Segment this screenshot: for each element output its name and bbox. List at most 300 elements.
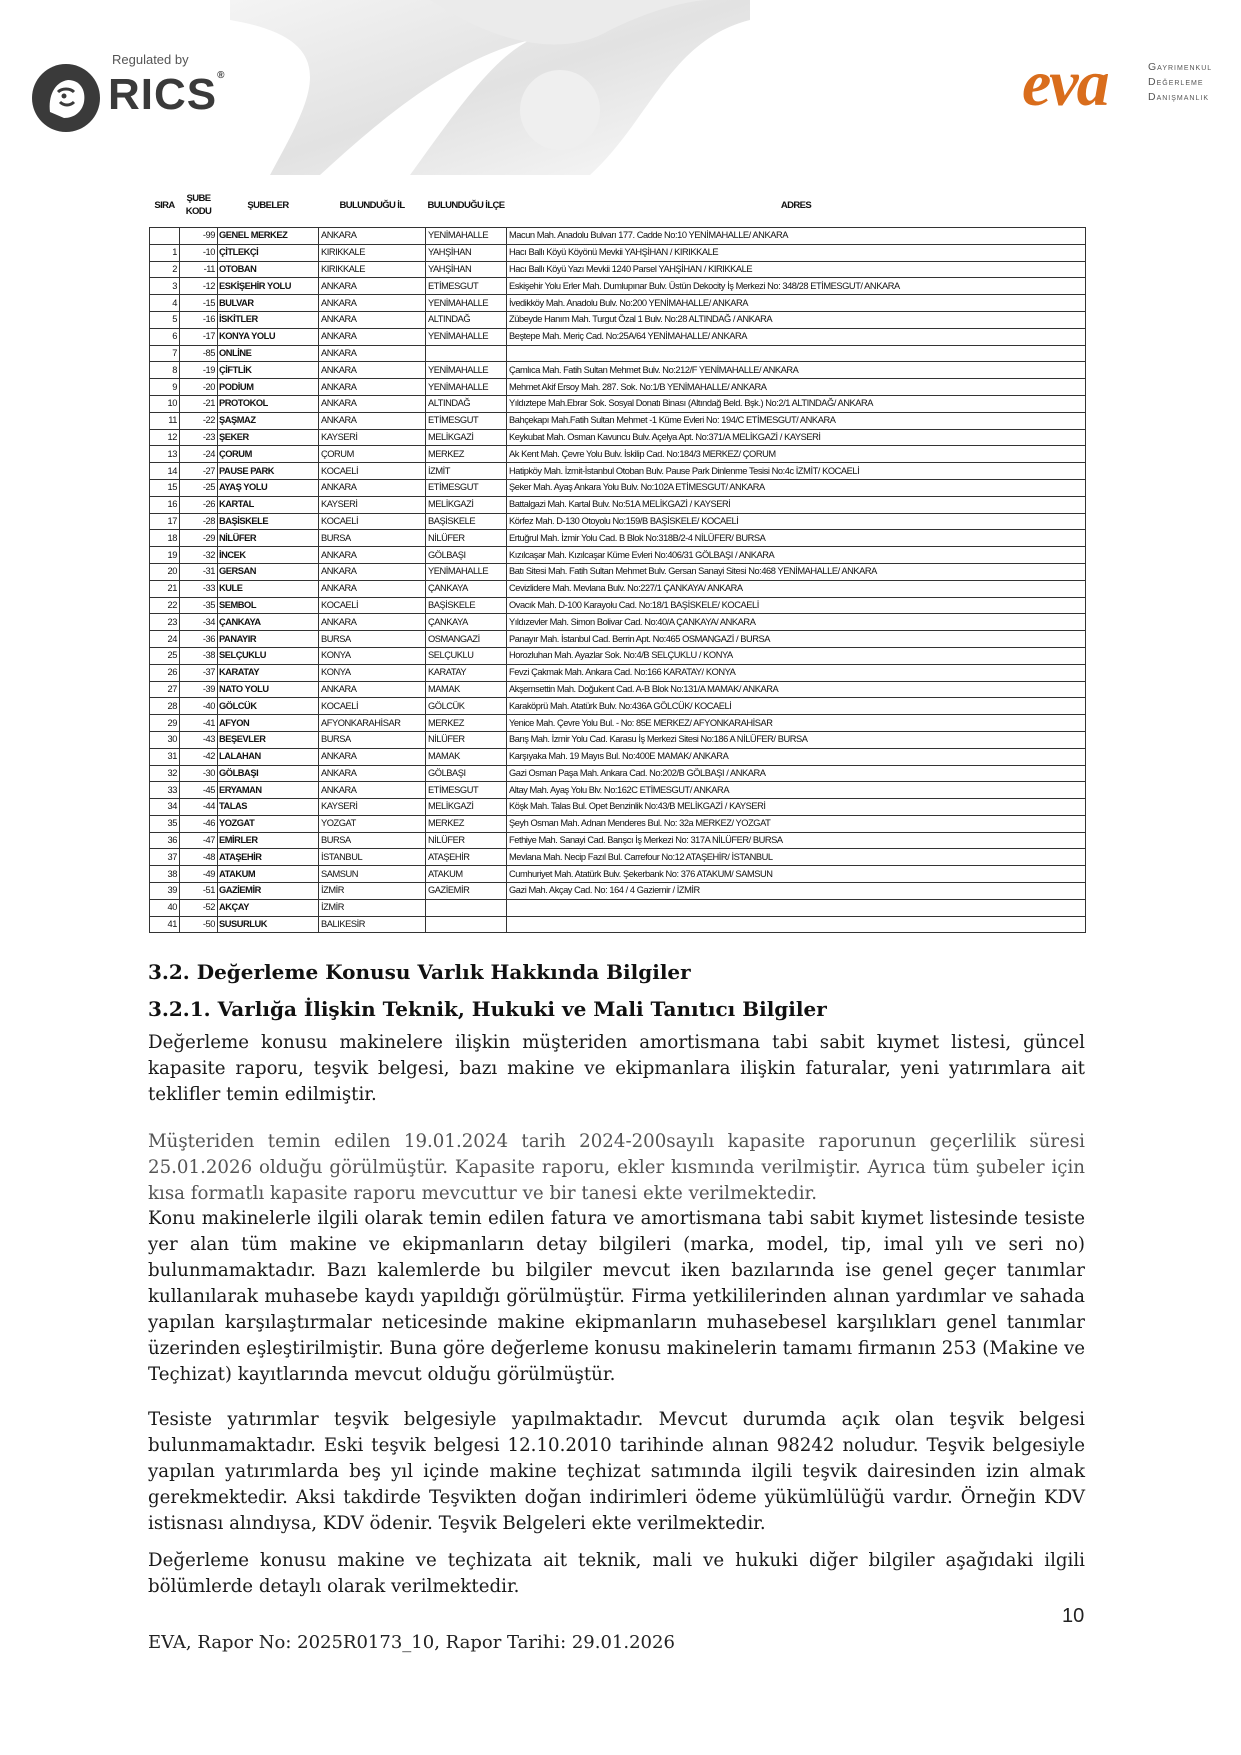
cell-sube-adi: GENEL MERKEZ: [218, 228, 319, 245]
cell-sira: 17: [150, 513, 180, 530]
table-row: [150, 395, 1086, 412]
cell-adres: Horozluhan Mah. Ayazlar Sok. No:4/B SELÇUKLU / KONYA: [507, 647, 1086, 664]
cell-adres: [507, 899, 1086, 916]
cell-sube-kodu: -35: [180, 597, 218, 614]
cell-sube-kodu: -85: [180, 345, 218, 362]
table-row: [150, 463, 1086, 480]
cell-sube-adi: PAUSE PARK: [218, 463, 319, 480]
cell-il: YOZGAT: [319, 815, 426, 832]
cell-adres: Beştepe Mah. Meriç Cad. No:25A/64 YENİMAHALLE/ ANKARA: [507, 328, 1086, 345]
cell-sube-adi: ERYAMAN: [218, 782, 319, 799]
cell-il: ANKARA: [319, 748, 426, 765]
table-row: [150, 295, 1086, 312]
cell-ilce: ETİMESGUT: [426, 479, 507, 496]
cell-ilce: MELİKGAZİ: [426, 799, 507, 816]
col-header-adres: ADRES: [780, 199, 812, 211]
table-row: [150, 446, 1086, 463]
cell-il: ANKARA: [319, 765, 426, 782]
cell-sube-kodu: -47: [180, 832, 218, 849]
cell-sube-adi: PROTOKOL: [218, 395, 319, 412]
cell-sira: 37: [150, 849, 180, 866]
cell-adres: Keykubat Mah. Osman Kavuncu Bulv. Açelya Apt. No:371/A MELİKGAZİ / KAYSERİ: [507, 429, 1086, 446]
cell-sira: 12: [150, 429, 180, 446]
cell-sira: 41: [150, 916, 180, 933]
cell-sira: 28: [150, 698, 180, 715]
paragraph-4: Tesiste yatırımlar teşvik belgesiyle yapılmaktadır. Mevcut durumda açık olan teşvik belgesi bulunmamaktadır. Eski teşvik belgesi 12.10.2010 tarihinde alınan 98242 noludur. Teşvik belgesiyle yapılan yatırımlarda beş yıl içinde makine teçhizat satımında ilgili teşvik dairesinden izin almak gerekmektedir. Aksi takdirde Teşvikten doğan indirimleri ödeme yükümlülüğü vardır. Örneğin KDV istisnası alındıysa, KDV ödenir. Teşvik Belgeleri ekte verilmektedir.: [148, 1409, 1085, 1534]
cell-adres: Zübeyde Hanım Mah. Turgut Özal 1 Bulv. No:28 ALTINDAĞ / ANKARA: [507, 311, 1086, 328]
table-row: [150, 849, 1086, 866]
paragraph-5: Değerleme konusu makine ve teçhizata ait teknik, mali ve hukuki diğer bilgiler aşağıdaki ilgili bölümlerde detaylı olarak verilmektedir.: [148, 1550, 1085, 1597]
cell-il: ANKARA: [319, 295, 426, 312]
table-row: [150, 647, 1086, 664]
cell-sira: 22: [150, 597, 180, 614]
table-row: [150, 782, 1086, 799]
cell-ilce: SELÇUKLU: [426, 647, 507, 664]
cell-adres: Cumhuriyet Mah. Atatürk Bulv. Şekerbank No: 376 ATAKUM/ SAMSUN: [507, 866, 1086, 883]
cell-sira: 26: [150, 664, 180, 681]
page-number: 10: [1062, 1605, 1085, 1627]
table-row: [150, 597, 1086, 614]
cell-sube-kodu: -42: [180, 748, 218, 765]
cell-il: KOCAELİ: [319, 513, 426, 530]
cell-sube-adi: ŞEKER: [218, 429, 319, 446]
cell-sira: 39: [150, 883, 180, 900]
cell-sube-kodu: -34: [180, 614, 218, 631]
cell-sira: 24: [150, 631, 180, 648]
cell-adres: Yıldıztepe Mah.Ebrar Sok. Sosyal Donatı Binası (Altındağ Beld. Bşk.) No:2/1 ALTINDAĞ/ ANKARA: [507, 395, 1086, 412]
cell-sube-kodu: -40: [180, 698, 218, 715]
cell-sube-adi: KARATAY: [218, 664, 319, 681]
cell-adres: Şeyh Osman Mah. Adnan Menderes Bul. No: 32a MERKEZ/ YOZGAT: [507, 815, 1086, 832]
cell-sira: 4: [150, 295, 180, 312]
branches-table: [149, 183, 1086, 933]
cell-adres: Panayır Mah. İstanbul Cad. Berrin Apt. No:465 OSMANGAZİ / BURSA: [507, 631, 1086, 648]
cell-ilce: MAMAK: [426, 681, 507, 698]
cell-il: BURSA: [319, 731, 426, 748]
cell-sube-adi: KONYA YOLU: [218, 328, 319, 345]
cell-il: ANKARA: [319, 362, 426, 379]
table-row: [150, 345, 1086, 362]
cell-ilce: ÇANKAYA: [426, 614, 507, 631]
cell-il: AFYONKARAHİSAR: [319, 715, 426, 732]
cell-ilce: MERKEZ: [426, 815, 507, 832]
cell-sube-adi: SEMBOL: [218, 597, 319, 614]
cell-il: KAYSERİ: [319, 429, 426, 446]
cell-ilce: ÇANKAYA: [426, 580, 507, 597]
cell-sube-kodu: -45: [180, 782, 218, 799]
cell-sube-kodu: -25: [180, 479, 218, 496]
cell-ilce: YAHŞİHAN: [426, 244, 507, 261]
cell-il: KAYSERİ: [319, 496, 426, 513]
cell-adres: Cevizlidere Mah. Mevlana Bulv. No:227/1 ÇANKAYA/ ANKARA: [507, 580, 1086, 597]
cell-ilce: KARATAY: [426, 664, 507, 681]
table-row: [150, 563, 1086, 580]
eva-subtitle-line-2: Değerleme: [1148, 76, 1204, 88]
cell-sira: 20: [150, 563, 180, 580]
page-footer: EVA, Rapor No: 2025R0173_10, Rapor Tarihi: 29.01.2026: [148, 1632, 675, 1653]
cell-adres: Fevzi Çakmak Mah. Ankara Cad. No:166 KARATAY/ KONYA: [507, 664, 1086, 681]
cell-sira: 25: [150, 647, 180, 664]
cell-sube-kodu: -29: [180, 530, 218, 547]
cell-adres: Batı Sitesi Mah. Fatih Sultan Mehmet Bulv. Gersan Sanayi Sitesi No:468 YENİMAHALLE/ ANKARA: [507, 563, 1086, 580]
col-header-subeler: ŞUBELER: [247, 199, 289, 211]
cell-ilce: YENİMAHALLE: [426, 228, 507, 245]
cell-sube-kodu: -16: [180, 311, 218, 328]
cell-sube-kodu: -21: [180, 395, 218, 412]
table-row: [150, 866, 1086, 883]
table-row: [150, 815, 1086, 832]
cell-adres: Yenice Mah. Çevre Yolu Bul. - No: 85E MERKEZ/ AFYONKARAHİSAR: [507, 715, 1086, 732]
cell-ilce: [426, 916, 507, 933]
cell-sube-kodu: -46: [180, 815, 218, 832]
cell-ilce: GÖLBAŞI: [426, 765, 507, 782]
cell-adres: Macun Mah. Anadolu Bulvarı 177. Cadde No:10 YENİMAHALLE/ ANKARA: [507, 228, 1086, 245]
rics-logo-text: [108, 70, 226, 120]
cell-sube-kodu: -23: [180, 429, 218, 446]
cell-il: ANKARA: [319, 228, 426, 245]
cell-sira: 1: [150, 244, 180, 261]
rics-registered-mark: ®: [217, 70, 226, 81]
cell-ilce: ATAKUM: [426, 866, 507, 883]
cell-ilce: ATAŞEHİR: [426, 849, 507, 866]
cell-sira: 3: [150, 278, 180, 295]
cell-sube-kodu: -28: [180, 513, 218, 530]
cell-sube-adi: NATO YOLU: [218, 681, 319, 698]
cell-sube-kodu: -99: [180, 228, 218, 245]
cell-adres: Hacı Ballı Köyü Yazı Mevkii 1240 Parsel YAHŞİHAN / KIRIKKALE: [507, 261, 1086, 278]
rics-lion-icon: [30, 62, 102, 134]
cell-sira: 30: [150, 731, 180, 748]
cell-il: KIRIKKALE: [319, 244, 426, 261]
cell-adres: [507, 345, 1086, 362]
cell-il: KIRIKKALE: [319, 261, 426, 278]
cell-sube-kodu: -22: [180, 412, 218, 429]
cell-sube-kodu: -11: [180, 261, 218, 278]
cell-il: KOCAELİ: [319, 463, 426, 480]
cell-il: BURSA: [319, 631, 426, 648]
cell-adres: Hacı Ballı Köyü Köyönü Mevkii YAHŞİHAN / KIRIKKALE: [507, 244, 1086, 261]
cell-adres: Şeker Mah. Ayaş Ankara Yolu Bulv. No:102A ETİMESGUT/ ANKARA: [507, 479, 1086, 496]
cell-sira: 2: [150, 261, 180, 278]
table-row: [150, 799, 1086, 816]
cell-sube-adi: ONLİNE: [218, 345, 319, 362]
rics-regulated-text: Regulated by: [112, 52, 189, 67]
cell-sube-adi: ESKİŞEHİR YOLU: [218, 278, 319, 295]
cell-adres: Ovacık Mah. D-100 Karayolu Cad. No:18/1 BAŞİSKELE/ KOCAELİ: [507, 597, 1086, 614]
cell-sube-kodu: -31: [180, 563, 218, 580]
cell-il: KAYSERİ: [319, 799, 426, 816]
cell-sube-adi: KULE: [218, 580, 319, 597]
cell-il: BURSA: [319, 530, 426, 547]
table-row: [150, 614, 1086, 631]
cell-sira: 29: [150, 715, 180, 732]
cell-il: KOCAELİ: [319, 698, 426, 715]
table-row: [150, 832, 1086, 849]
eva-subtitle-line-3: Danışmanlık: [1148, 91, 1209, 103]
table-row: [150, 228, 1086, 245]
cell-sube-adi: PANAYIR: [218, 631, 319, 648]
cell-sube-kodu: -44: [180, 799, 218, 816]
cell-sira: 36: [150, 832, 180, 849]
cell-sube-adi: ÇİFTLİK: [218, 362, 319, 379]
cell-il: İZMİR: [319, 899, 426, 916]
cell-ilce: İZMİT: [426, 463, 507, 480]
cell-adres: Hatipköy Mah. İzmit-İstanbul Otoban Bulv. Pause Park Dinlenme Tesisi No:4c İZMİT/ KOCAELİ: [507, 463, 1086, 480]
cell-adres: Akşemsettin Mah. Doğukent Cad. A-B Blok No:131/A MAMAK/ ANKARA: [507, 681, 1086, 698]
table-row: [150, 547, 1086, 564]
cell-sube-kodu: -17: [180, 328, 218, 345]
cell-sube-adi: GÖLBAŞI: [218, 765, 319, 782]
table-body: [150, 228, 1086, 933]
cell-sube-kodu: -48: [180, 849, 218, 866]
cell-sira: 35: [150, 815, 180, 832]
cell-sube-adi: İSKİTLER: [218, 311, 319, 328]
decorative-banner: [230, 0, 750, 175]
cell-sube-kodu: -26: [180, 496, 218, 513]
cell-il: ANKARA: [319, 782, 426, 799]
cell-sube-kodu: -24: [180, 446, 218, 463]
cell-sube-kodu: -41: [180, 715, 218, 732]
cell-sube-adi: AFYON: [218, 715, 319, 732]
cell-sube-kodu: -27: [180, 463, 218, 480]
table-row: [150, 899, 1086, 916]
cell-sube-adi: BAŞİSKELE: [218, 513, 319, 530]
cell-il: İZMİR: [319, 883, 426, 900]
cell-ilce: YAHŞİHAN: [426, 261, 507, 278]
cell-il: ANKARA: [319, 345, 426, 362]
cell-ilce: ALTINDAĞ: [426, 311, 507, 328]
table-row: [150, 496, 1086, 513]
cell-sira: 23: [150, 614, 180, 631]
cell-il: ANKARA: [319, 479, 426, 496]
cell-adres: [507, 916, 1086, 933]
cell-ilce: OSMANGAZİ: [426, 631, 507, 648]
cell-sube-kodu: -52: [180, 899, 218, 916]
cell-sube-adi: ŞAŞMAZ: [218, 412, 319, 429]
cell-sube-kodu: -32: [180, 547, 218, 564]
cell-sube-adi: ATAŞEHİR: [218, 849, 319, 866]
cell-sira: 32: [150, 765, 180, 782]
cell-adres: Karşıyaka Mah. 19 Mayıs Bul. No:400E MAMAK/ ANKARA: [507, 748, 1086, 765]
cell-ilce: GÖLBAŞI: [426, 547, 507, 564]
paragraph-3: Konu makinelerle ilgili olarak temin edilen fatura ve amortismana tabi sabit kıymet listesinde tesiste yer alan tüm makine ve ekipmanların detay bilgileri (marka, model, tip, imal yılı ve seri no) bulunmamaktadır. Bazı kalemlerde bu bilgiler mevcut iken bazılarında ise genel geçer tanımlar kullanılarak muhasebe kaydı yapıldığı görülmüştür. Firma yetkililerinden alınan yardımlar ve sahada yapılan karşılaştırmalar neticesinde makine ekipmanların muhasebesel karşılıkları genel tanımlar üzerinden eşleştirilmiştir. Buna göre değerleme konusu makinelerin tamamı firmanın 253 (Makine ve Teçhizat) kayıtlarında mevcut olduğu görülmüştür.: [148, 1208, 1085, 1385]
cell-sube-kodu: -49: [180, 866, 218, 883]
cell-sube-adi: OTOBAN: [218, 261, 319, 278]
cell-ilce: ETİMESGUT: [426, 278, 507, 295]
table-row: [150, 681, 1086, 698]
eva-logo: [1022, 46, 1108, 122]
cell-sira: 21: [150, 580, 180, 597]
cell-il: ANKARA: [319, 614, 426, 631]
cell-sira: 13: [150, 446, 180, 463]
table-row: [150, 429, 1086, 446]
rics-name: RICS: [108, 70, 218, 119]
table-row: [150, 883, 1086, 900]
cell-sira: 34: [150, 799, 180, 816]
table-row: [150, 916, 1086, 933]
cell-adres: Çamlıca Mah. Fatih Sultan Mehmet Bulv. No:212/F YENİMAHALLE/ ANKARA: [507, 362, 1086, 379]
table-row: [150, 715, 1086, 732]
cell-sira: 18: [150, 530, 180, 547]
cell-adres: Ak Kent Mah. Çevre Yolu Bulv. İskilip Cad. No:184/3 MERKEZ/ ÇORUM: [507, 446, 1086, 463]
cell-sube-kodu: -10: [180, 244, 218, 261]
cell-adres: İvedikköy Mah. Anadolu Bulv. No:200 YENİMAHALLE/ ANKARA: [507, 295, 1086, 312]
cell-ilce: MELİKGAZİ: [426, 496, 507, 513]
cell-adres: Bahçekapı Mah.Fatih Sultan Mehmet -1 Küme Evleri No: 194/C ETİMESGUT/ ANKARA: [507, 412, 1086, 429]
eva-subtitle-line-1: Gayrimenkul: [1148, 61, 1213, 73]
cell-sube-kodu: -50: [180, 916, 218, 933]
cell-ilce: ALTINDAĞ: [426, 395, 507, 412]
cell-ilce: YENİMAHALLE: [426, 295, 507, 312]
paragraph-2: Müşteriden temin edilen 19.01.2024 tarih 2024-200sayılı kapasite raporunun geçerlilik süresi 25.01.2026 olduğu görülmüştür. Kapasite raporu, ekler kısmında verilmiştir. Ayrıca tüm şubeler için kısa formatlı kapasite raporu mevcuttur ve bir tanesi ekte verilmektedir.: [148, 1131, 1085, 1204]
cell-ilce: ETİMESGUT: [426, 782, 507, 799]
cell-il: ÇORUM: [319, 446, 426, 463]
col-header-sube-kodu: ŞUBE KODU: [185, 193, 212, 217]
cell-sube-adi: ÇORUM: [218, 446, 319, 463]
cell-il: ANKARA: [319, 328, 426, 345]
cell-sube-adi: KARTAL: [218, 496, 319, 513]
cell-adres: Gazi Osman Paşa Mah. Ankara Cad. No:202/B GÖLBAŞI / ANKARA: [507, 765, 1086, 782]
cell-adres: Fethiye Mah. Sanayi Cad. Barışcı İş Merkezi No: 317A NİLÜFER/ BURSA: [507, 832, 1086, 849]
table-row: [150, 261, 1086, 278]
subsection-heading: 3.2.1. Varlığa İlişkin Teknik, Hukuki ve Mali Tanıtıcı Bilgiler: [148, 997, 827, 1021]
table-row: [150, 412, 1086, 429]
cell-sira: 15: [150, 479, 180, 496]
cell-il: ANKARA: [319, 563, 426, 580]
cell-sube-adi: ATAKUM: [218, 866, 319, 883]
cell-sube-kodu: -51: [180, 883, 218, 900]
cell-sira: 40: [150, 899, 180, 916]
table-row: [150, 311, 1086, 328]
cell-sube-kodu: -39: [180, 681, 218, 698]
cell-il: BALIKESİR: [319, 916, 426, 933]
cell-adres: Barış Mah. İzmir Yolu Cad. Karasu İş Merkezi Sitesi No:186 A NİLÜFER/ BURSA: [507, 731, 1086, 748]
cell-ilce: MAMAK: [426, 748, 507, 765]
cell-adres: Altay Mah. Ayaş Yolu Blv. No:162C ETİMESGUT/ ANKARA: [507, 782, 1086, 799]
cell-ilce: NİLÜFER: [426, 530, 507, 547]
cell-ilce: [426, 899, 507, 916]
cell-sube-kodu: -19: [180, 362, 218, 379]
cell-sube-adi: SUSURLUK: [218, 916, 319, 933]
cell-sube-kodu: -12: [180, 278, 218, 295]
cell-il: ANKARA: [319, 580, 426, 597]
table-row: [150, 328, 1086, 345]
cell-sube-adi: TALAS: [218, 799, 319, 816]
section-heading: 3.2. Değerleme Konusu Varlık Hakkında Bilgiler: [148, 960, 691, 984]
cell-ilce: YENİMAHALLE: [426, 328, 507, 345]
cell-il: ANKARA: [319, 395, 426, 412]
cell-il: ANKARA: [319, 278, 426, 295]
cell-il: KONYA: [319, 647, 426, 664]
cell-il: ANKARA: [319, 379, 426, 396]
cell-ilce: ETİMESGUT: [426, 412, 507, 429]
cell-sira: 19: [150, 547, 180, 564]
cell-il: ANKARA: [319, 547, 426, 564]
cell-il: İSTANBUL: [319, 849, 426, 866]
cell-sira: 31: [150, 748, 180, 765]
cell-ilce: MELİKGAZİ: [426, 429, 507, 446]
cell-ilce: YENİMAHALLE: [426, 379, 507, 396]
table-row: [150, 631, 1086, 648]
table-row: [150, 530, 1086, 547]
cell-sira: 38: [150, 866, 180, 883]
cell-adres: Mevlana Mah. Necip Fazıl Bul. Carrefour No:12 ATAŞEHİR/ İSTANBUL: [507, 849, 1086, 866]
cell-sube-adi: LALAHAN: [218, 748, 319, 765]
cell-sube-adi: İNCEK: [218, 547, 319, 564]
cell-ilce: MERKEZ: [426, 715, 507, 732]
cell-il: ANKARA: [319, 412, 426, 429]
table-row: [150, 479, 1086, 496]
cell-sube-kodu: -43: [180, 731, 218, 748]
cell-sube-adi: GAZİEMİR: [218, 883, 319, 900]
cell-adres: Karaköprü Mah. Atatürk Bulv. No:436A GÖLCÜK/ KOCAELİ: [507, 698, 1086, 715]
cell-adres: Körfez Mah. D-130 Otoyolu No:159/B BAŞİSKELE/ KOCAELİ: [507, 513, 1086, 530]
cell-sube-kodu: -20: [180, 379, 218, 396]
cell-adres: Yıldızevler Mah. Simon Bolivar Cad. No:40/A ÇANKAYA/ ANKARA: [507, 614, 1086, 631]
cell-sube-kodu: -15: [180, 295, 218, 312]
cell-sube-adi: AKÇAY: [218, 899, 319, 916]
cell-adres: Kızılcaşar Mah. Kızılcaşar Küme Evleri No:406/31 GÖLBAŞI / ANKARA: [507, 547, 1086, 564]
cell-ilce: NİLÜFER: [426, 832, 507, 849]
cell-sira: 7: [150, 345, 180, 362]
cell-ilce: MERKEZ: [426, 446, 507, 463]
cell-sira: 27: [150, 681, 180, 698]
cell-sube-adi: AYAŞ YOLU: [218, 479, 319, 496]
cell-ilce: BAŞİSKELE: [426, 513, 507, 530]
cell-ilce: YENİMAHALLE: [426, 362, 507, 379]
cell-il: ANKARA: [319, 681, 426, 698]
cell-il: KOCAELİ: [319, 597, 426, 614]
cell-sira: [150, 228, 180, 245]
cell-il: ANKARA: [319, 311, 426, 328]
cell-adres: Mehmet Akif Ersoy Mah. 287. Sok. No:1/B YENİMAHALLE/ ANKARA: [507, 379, 1086, 396]
cell-sube-kodu: -37: [180, 664, 218, 681]
cell-sira: 33: [150, 782, 180, 799]
cell-sira: 10: [150, 395, 180, 412]
table-row: [150, 513, 1086, 530]
table-row: [150, 379, 1086, 396]
col-header-sira: SIRA: [154, 199, 175, 211]
eva-logo-subtitle: [1148, 60, 1212, 105]
cell-sube-adi: BULVAR: [218, 295, 319, 312]
cell-ilce: [426, 345, 507, 362]
cell-sira: 16: [150, 496, 180, 513]
cell-sira: 11: [150, 412, 180, 429]
cell-il: SAMSUN: [319, 866, 426, 883]
cell-sube-adi: GERSAN: [218, 563, 319, 580]
cell-sira: 14: [150, 463, 180, 480]
table-row: [150, 731, 1086, 748]
cell-sira: 6: [150, 328, 180, 345]
cell-sube-adi: EMİRLER: [218, 832, 319, 849]
cell-sube-adi: NİLÜFER: [218, 530, 319, 547]
cell-ilce: YENİMAHALLE: [426, 563, 507, 580]
table-row: [150, 698, 1086, 715]
cell-sube-adi: ÇANKAYA: [218, 614, 319, 631]
table-row: [150, 580, 1086, 597]
cell-sube-adi: ÇİTLEKÇİ: [218, 244, 319, 261]
table-row: [150, 278, 1086, 295]
cell-il: KONYA: [319, 664, 426, 681]
cell-ilce: GÖLCÜK: [426, 698, 507, 715]
cell-il: BURSA: [319, 832, 426, 849]
cell-ilce: GAZİEMİR: [426, 883, 507, 900]
cell-sube-kodu: -36: [180, 631, 218, 648]
table-header-row: [150, 183, 1086, 228]
cell-sube-adi: YOZGAT: [218, 815, 319, 832]
cell-sube-adi: SELÇUKLU: [218, 647, 319, 664]
cell-adres: Ertuğrul Mah. İzmir Yolu Cad. B Blok No:318B/2-4 NİLÜFER/ BURSA: [507, 530, 1086, 547]
